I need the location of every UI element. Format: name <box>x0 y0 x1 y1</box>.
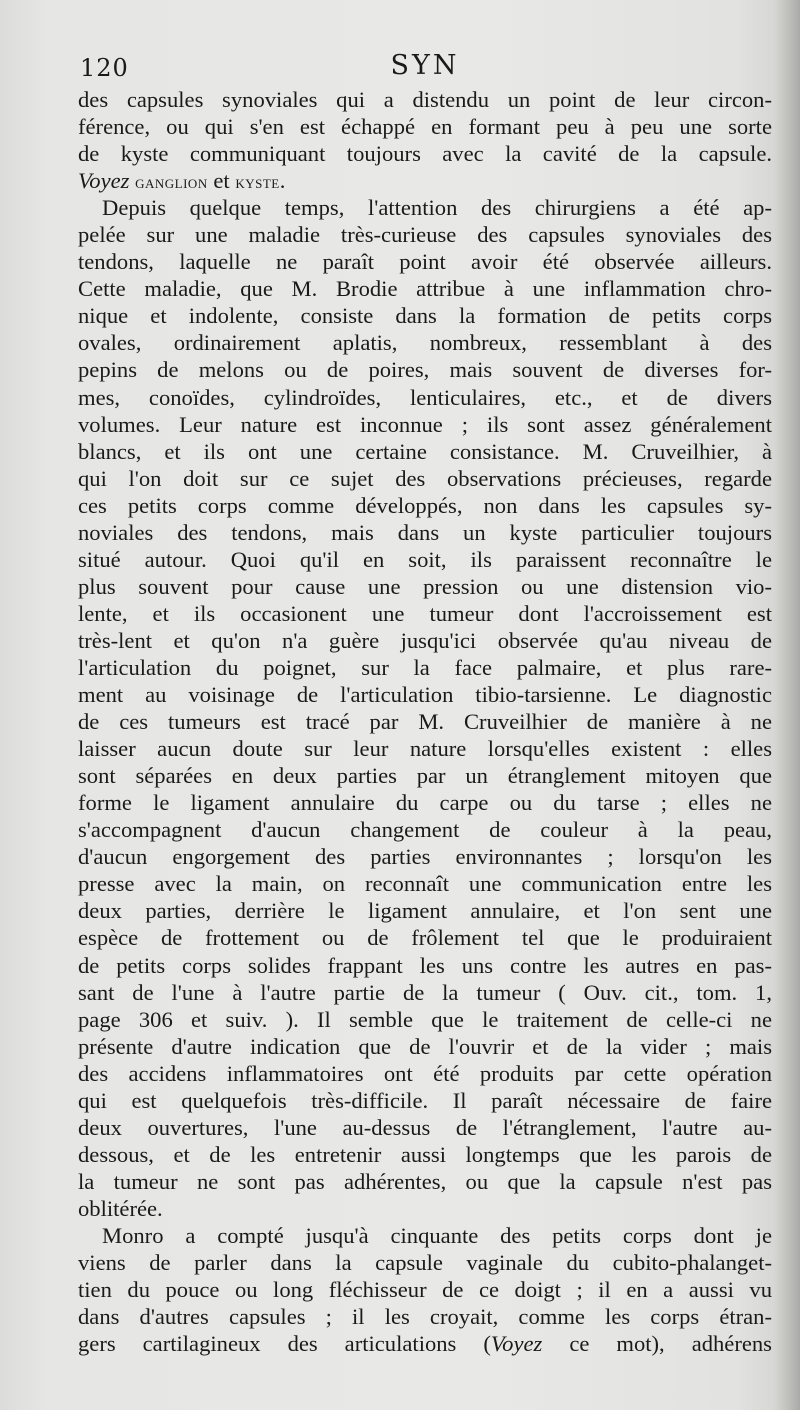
running-head <box>80 50 770 84</box>
running-title: SYN <box>390 50 460 81</box>
small-caps-term: ganglion <box>135 172 208 193</box>
paragraph-end-line: oblitérée. <box>78 1195 163 1221</box>
text-line: laisser aucun doute sur leur nature lorsqu'elles existent : elles <box>78 736 772 762</box>
text-line: espèce de frottement ou de frôlement tel que le produiraient <box>78 925 772 951</box>
text-line: presse avec la main, on reconnaît une communication entre les <box>78 871 772 897</box>
text-line: présente d'autre indication que de l'ouvrir et de la vider ; mais <box>78 1033 772 1059</box>
text-line: ovales, ordinairement aplatis, nombreux, ressemblant à des <box>78 330 772 356</box>
text-line: page 306 et suiv. ). Il semble que le traitement de celle-ci ne <box>78 1006 772 1032</box>
text-line: férence, ou qui s'en est échappé en formant peu à peu une sorte <box>78 114 772 140</box>
text-line: plus souvent pour cause une pression ou une distension vio- <box>78 573 772 599</box>
text-line: de ces tumeurs est tracé par M. Cruveilhier de manière à ne <box>78 709 772 735</box>
text-line: sant de l'une à l'autre partie de la tumeur ( Ouv. cit., tom. 1, <box>78 979 772 1005</box>
text-line: d'aucun engorgement des parties environnantes ; lorsqu'on les <box>78 844 772 870</box>
italic-term: Voyez <box>78 168 130 194</box>
text-line-cross-reference <box>78 1330 772 1357</box>
text-line: la tumeur ne sont pas adhérentes, ou que la capsule n'est pas <box>78 1168 772 1194</box>
text-fragment: gers cartilagineux des articulations ( <box>78 1331 491 1357</box>
text-line: des capsules synoviales qui a distendu un point de leur circon- <box>78 87 772 112</box>
text-fragment: et <box>207 168 236 194</box>
text-line: deux parties, derrière le ligament annulaire, et l'on sent une <box>78 898 772 924</box>
text-line: ces petits corps comme développés, non dans les capsules sy- <box>78 492 772 518</box>
italic-term: Voyez <box>490 1331 543 1357</box>
page-number: 120 <box>80 54 129 82</box>
text-line: Cette maladie, que M. Brodie attribue à une inflammation chro- <box>78 276 772 302</box>
text-line: deux ouvertures, l'une au-dessus de l'étranglement, l'autre au- <box>78 1114 772 1140</box>
text-line: tendons, laquelle ne paraît point avoir été observée ailleurs. <box>78 249 772 275</box>
text-line: viens de parler dans la capsule vaginale du cubito-phalanget- <box>78 1250 772 1276</box>
paragraph-start-line: Monro a compté jusqu'à cinquante des petits corps dont je <box>102 1222 772 1248</box>
text-line: l'articulation du poignet, sur la face palmaire, et plus rare- <box>78 654 772 680</box>
text-line: ment au voisinage de l'articulation tibio-tarsienne. Le diagnostic <box>78 682 772 708</box>
text-line: forme le ligament annulaire du carpe ou du tarse ; elles ne <box>78 790 772 816</box>
text-line: noviales des tendons, mais dans un kyste particulier toujours <box>78 519 772 545</box>
text-line: blancs, et ils ont une certaine consistance. M. Cruveilhier, à <box>78 438 772 464</box>
text-line: de kyste communiquant toujours avec la cavité de la capsule. <box>78 141 772 167</box>
text-fragment: . <box>279 168 286 194</box>
text-line: dessous, et de les entretenir aussi longtemps que les parois de <box>78 1141 772 1167</box>
text-line: très-lent et qu'on n'a guère jusqu'ici observée qu'au niveau de <box>78 627 772 653</box>
text-body <box>78 86 772 1357</box>
text-line: pelée sur une maladie très-curieuse des capsules synoviales des <box>78 222 772 248</box>
text-line: lente, et ils occasionent une tumeur dont l'accroissement est <box>78 600 772 626</box>
text-fragment: ce mot), adhérens <box>542 1331 772 1357</box>
text-line: dans d'autres capsules ; il les croyait, comme les corps étran- <box>78 1304 772 1330</box>
text-line: nique et indolente, consiste dans la formation de petits corps <box>78 303 772 329</box>
text-line: de petits corps solides frappant les uns contre les autres en pas- <box>78 952 772 978</box>
text-line: mes, conoïdes, cylindroïdes, lenticulaires, etc., et de divers <box>78 384 772 410</box>
text-line: qui l'on doit sur ce sujet des observations précieuses, regarde <box>78 465 772 491</box>
paragraph-start-line: Depuis quelque temps, l'attention des chirurgiens a été ap- <box>102 195 772 221</box>
text-line: des accidens inflammatoires ont été produits par cette opération <box>78 1060 772 1086</box>
page-gutter-shadow <box>774 0 800 1410</box>
text-line: volumes. Leur nature est inconnue ; ils sont assez généralement <box>78 411 772 437</box>
text-line: qui est quelquefois très-difficile. Il paraît nécessaire de faire <box>78 1087 772 1113</box>
text-line: sont séparées en deux parties par un étranglement mitoyen que <box>78 763 772 789</box>
text-line: s'accompagnent d'aucun changement de couleur à la peau, <box>78 817 772 843</box>
small-caps-term: kyste <box>235 172 280 193</box>
text-line: situé autour. Quoi qu'il en soit, ils paraissent reconnaître le <box>78 546 772 572</box>
text-line-cross-reference <box>78 167 772 194</box>
text-line: pepins de melons ou de poires, mais souvent de diverses for- <box>78 357 772 383</box>
text-line: tien du pouce ou long fléchisseur de ce doigt ; il en a aussi vu <box>78 1277 772 1303</box>
